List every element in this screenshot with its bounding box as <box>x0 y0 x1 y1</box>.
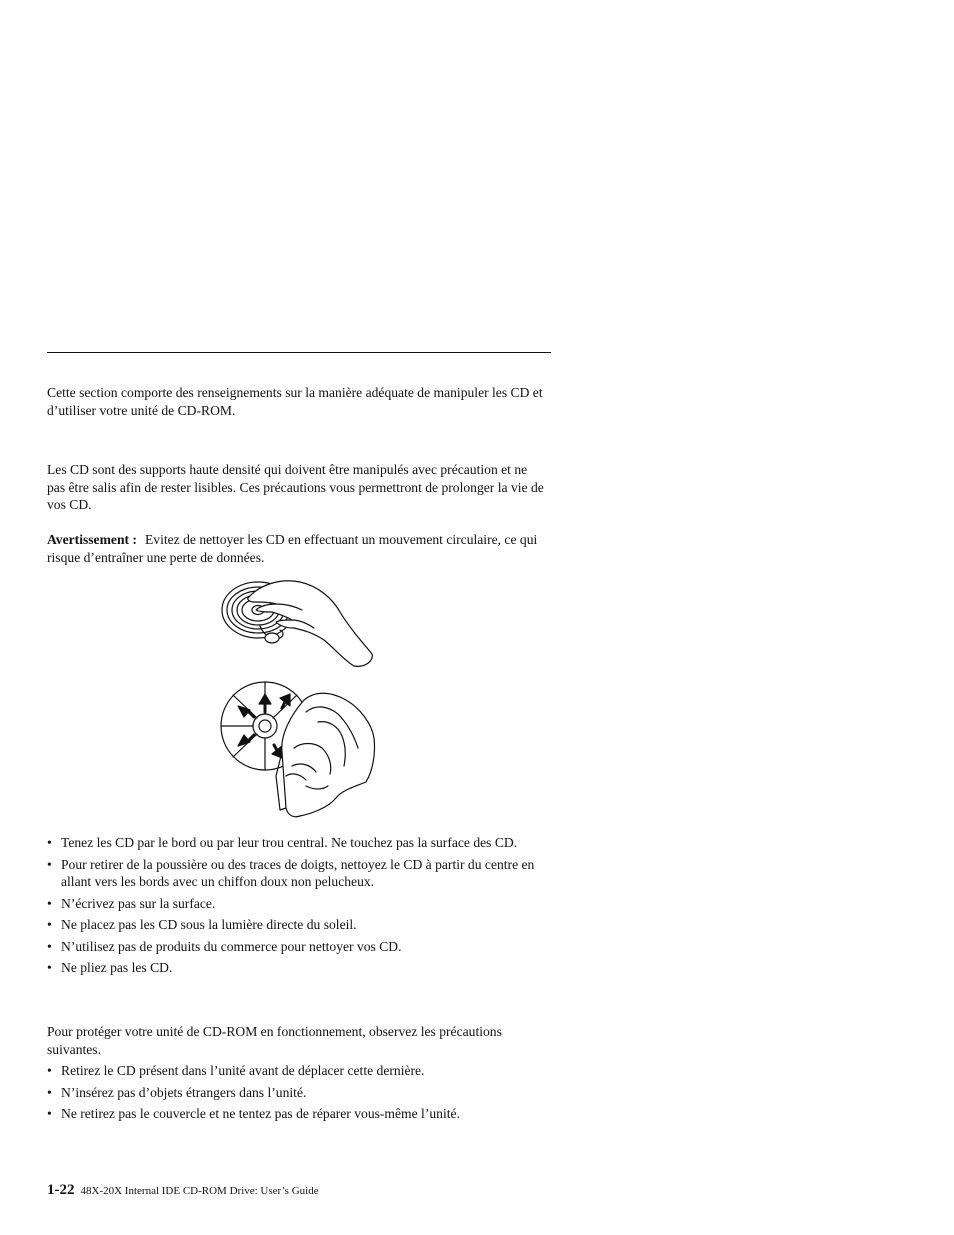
warning-label: Avertissement : <box>47 532 137 547</box>
list-item: • Ne pliez pas les CD. <box>47 959 552 977</box>
cd-wiping-drawing <box>221 682 375 817</box>
hand-holding-cd-drawing <box>222 581 372 667</box>
page-footer <box>47 1181 319 1201</box>
section-rule <box>47 352 551 353</box>
list-item: • Pour retirer de la poussière ou des traces de doigts, nettoyez le CD à partir du centre en allant vers les bords avec un chiffon doux non pelucheux. <box>47 856 552 891</box>
intro-paragraph: Cette section comporte des renseignements sur la manière adéquate de manipuler les CD et d’utiliser votre unité de CD-ROM. <box>47 385 543 418</box>
footer-title: 48X-20X Internal IDE CD-ROM Drive: User’s Guide <box>80 1185 319 1197</box>
list-item: • N’insérez pas d’objets étrangers dans l’unité. <box>47 1084 552 1102</box>
list-item: • N’écrivez pas sur la surface. <box>47 895 552 913</box>
page-number: 1-22 <box>47 1182 75 1198</box>
drive-tips-list <box>47 1062 552 1127</box>
list-item: • Ne retirez pas le couvercle et ne tentez pas de réparer vous-même l’unité. <box>47 1105 552 1123</box>
drive-intro-paragraph: Pour protéger votre unité de CD-ROM en fonctionnement, observez les précautions suivantes. <box>47 1024 502 1057</box>
list-item: • Ne placez pas les CD sous la lumière directe du soleil. <box>47 916 552 934</box>
cd-tips-list <box>47 834 552 981</box>
warning-paragraph <box>47 531 547 566</box>
list-item: • Retirez le CD présent dans l’unité avant de déplacer cette dernière. <box>47 1062 552 1080</box>
list-item: • N’utilisez pas de produits du commerce pour nettoyer vos CD. <box>47 938 552 956</box>
warning-text: Evitez de nettoyer les CD en effectuant un mouvement circulaire, ce qui risque d’entraîner une perte de données. <box>47 532 538 565</box>
cd-handling-illustration <box>220 576 390 830</box>
cd-care-paragraph: Les CD sont des supports haute densité qui doivent être manipulés avec précaution et ne pas être salis afin de rester lisibles. Ces précautions vous permettront de prolonger la vie de vos CD. <box>47 462 544 512</box>
list-item: • Tenez les CD par le bord ou par leur trou central. Ne touchez pas la surface des CD. <box>47 834 552 852</box>
